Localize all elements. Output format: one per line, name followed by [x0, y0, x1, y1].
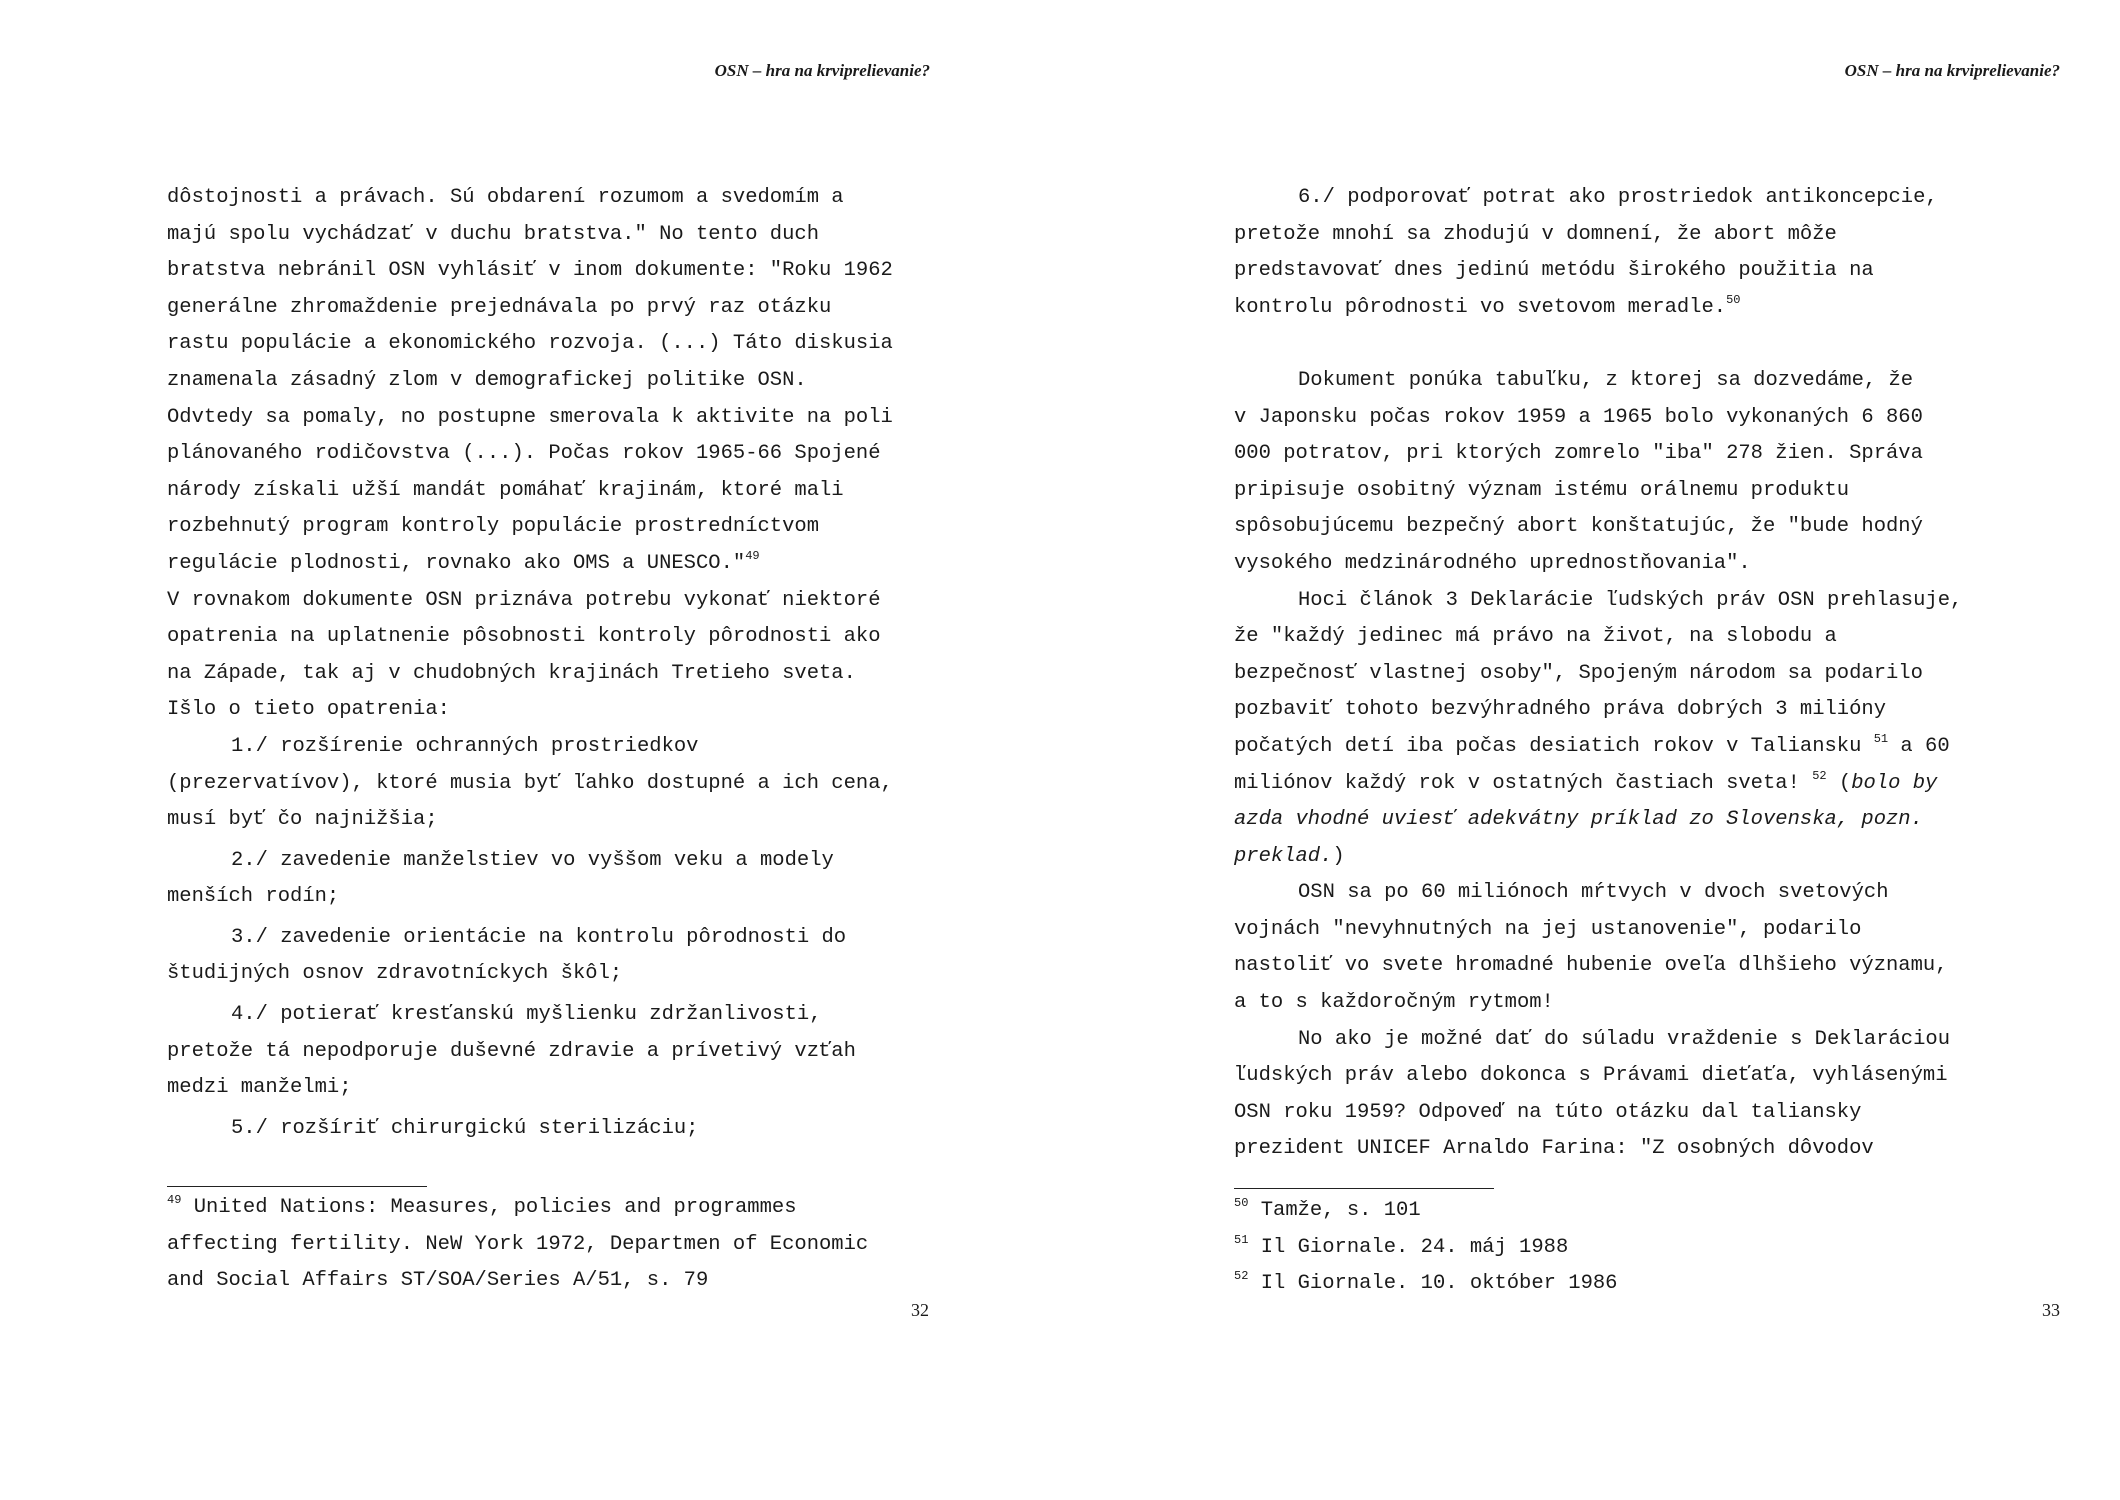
list-item-6: 6./ podporovať potrat ako prostriedok antikoncepcie,	[1298, 186, 1938, 209]
footnote-ref-51[interactable]: 51	[1873, 731, 1889, 746]
running-header: OSN – hra na krviprelievanie?	[714, 61, 930, 80]
footnote-number: 52	[1234, 1269, 1249, 1284]
paragraph-line: pripisuje osobitný význam istému orálnemu produktu	[1234, 478, 1850, 502]
footnote-ref-49[interactable]: 49	[745, 548, 760, 563]
list-item-6-cont	[1234, 290, 1962, 327]
running-header: OSN – hra na krviprelievanie?	[1844, 61, 2060, 80]
paragraph-line	[1234, 839, 1962, 876]
text-segment: miliónov každý rok v ostatných častiach sveta!	[1234, 771, 1813, 795]
footnote-50	[1234, 1193, 1617, 1230]
text-line: Odvtedy sa pomaly, no postupne smerovala k aktivite na poli	[167, 405, 893, 429]
text-line: Išlo o tieto opatrenia:	[167, 698, 450, 722]
footnote-text: Tamže, s. 101	[1260, 1199, 1421, 1222]
footnote-text: United Nations: Measures, policies and programmes	[193, 1196, 797, 1219]
text-line: generálne zhromaždenie prejednávala po prvý raz otázku	[167, 295, 832, 319]
footnote-51	[1234, 1230, 1617, 1267]
text-line: dôstojnosti a právach. Sú obdarení rozumom a svedomím a	[167, 186, 844, 209]
footnote-text: affecting fertility. NeW York 1972, Departmen of Economic	[167, 1232, 869, 1256]
paragraph-line: pozbaviť tohoto bezvýhradného práva dobrých 3 milióny	[1234, 698, 1887, 722]
paragraph-line: bezpečnosť vlastnej osoby", Spojeným národom sa podarilo	[1234, 661, 1923, 685]
paragraph-line: OSN sa po 60 miliónoch mŕtvych v dvoch svetových	[1298, 881, 1889, 905]
text-segment: počatých detí iba počas desiatich rokov v Taliansku	[1234, 734, 1874, 758]
footnote-text: and Social Affairs ST/SOA/Series A/51, s. 79	[167, 1269, 709, 1293]
list-item-6-cont: predstavovať dnes jedinú metódu širokého použitia na	[1234, 259, 1874, 283]
translator-note: azda vhodné uviesť adekvátny príklad zo Slovenska, pozn.	[1234, 808, 1923, 832]
footnote-number: 50	[1234, 1196, 1249, 1210]
footnote-divider	[167, 1186, 427, 1187]
text-segment: )	[1332, 844, 1345, 868]
paragraph-line: spôsobujúcemu bezpečný abort konštatujúc, že "bude hodný	[1234, 515, 1923, 539]
footnote-52	[1234, 1266, 1617, 1303]
text-segment: (	[1826, 771, 1852, 795]
footnotes	[1234, 1193, 1617, 1303]
list-item-3-cont: študijných osnov zdravotníckych škôl;	[167, 962, 623, 986]
footnote-number: 51	[1234, 1232, 1249, 1247]
text-line: plánovaného rodičovstva (...). Počas rokov 1965-66 Spojené	[167, 442, 881, 466]
paragraph-line: vysokého medzinárodného uprednostňovania".	[1234, 551, 1751, 575]
list-item-3: 3./ zavedenie orientácie na kontrolu pôrodnosti do	[231, 925, 847, 949]
paragraph-line: v Japonsku počas rokov 1959 a 1965 bolo vykonaných 6 860	[1234, 405, 1923, 429]
text-line: V rovnakom dokumente OSN priznáva potrebu vykonať niektoré	[167, 588, 881, 612]
paragraph-line: No ako je možné dať do súladu vraždenie s Deklaráciou	[1298, 1027, 1951, 1051]
paragraph-line: ľudských práv alebo dokonca s Právami dieťaťa, vyhlásenými	[1234, 1064, 1948, 1088]
page-number: 32	[911, 1300, 929, 1320]
footnote-49	[167, 1190, 868, 1227]
footnote-text: Il Giornale. 24. máj 1988	[1260, 1235, 1569, 1259]
translator-note: bolo by	[1851, 771, 1938, 795]
list-item-2-cont: menších rodín;	[167, 885, 340, 909]
list-item-2: 2./ zavedenie manželstiev vo vyššom veku a modely	[231, 848, 834, 872]
list-item-6-cont: pretože mnohí sa zhodujú v domnení, že abort môže	[1234, 222, 1837, 246]
text-line: rastu populácie a ekonomického rozvoja. (...) Táto diskusia	[167, 332, 893, 356]
text-segment: a 60	[1888, 734, 1950, 758]
paragraph-line: prezident UNICEF Arnaldo Farina: "Z osobných dôvodov	[1234, 1137, 1874, 1161]
footnotes	[167, 1190, 868, 1300]
paragraph-line: a to s každoročným rytmom!	[1234, 991, 1554, 1015]
text-line: bratstva nebránil OSN vyhlásiť v inom dokumente: "Roku 1962	[167, 259, 893, 283]
paragraph-line	[1234, 729, 1962, 766]
text-line	[167, 546, 893, 583]
translator-note: preklad.	[1234, 844, 1333, 868]
paragraph-line: vojnách "nevyhnutných na jej ustanovenie", podarilo	[1234, 917, 1862, 941]
footnote-ref-50[interactable]: 50	[1726, 292, 1741, 307]
paragraph-line: 000 potratov, pri ktorých zomrelo "iba" 278 žien. Správa	[1234, 442, 1923, 466]
text-line: národy získali užší mandát pomáhať krajinám, ktoré mali	[167, 478, 844, 502]
list-item-1-cont: musí byť čo najnižšia;	[167, 808, 438, 832]
paragraph-line: že "každý jedinec má právo na život, na slobodu a	[1234, 625, 1837, 649]
list-item-4-cont: pretože tá nepodporuje duševné zdravie a prívetivý vzťah	[167, 1039, 856, 1063]
text-line: opatrenia na uplatnenie pôsobnosti kontroly pôrodnosti ako	[167, 625, 881, 649]
text-line: majú spolu vychádzať v duchu bratstva." No tento duch	[167, 222, 820, 246]
paragraph-line: Dokument ponúka tabuľku, z ktorej sa dozvedáme, že	[1298, 368, 1914, 392]
text-segment: kontrolu pôrodnosti vo svetovom meradle.	[1234, 295, 1727, 319]
list-item-4-cont: medzi manželmi;	[167, 1076, 352, 1100]
list-item-4: 4./ potierať kresťanskú myšlienku zdržanlivosti,	[231, 1003, 822, 1027]
right-page	[1060, 0, 2120, 1500]
text-segment: regulácie plodnosti, rovnako ako OMS a UNESCO."	[167, 551, 746, 575]
text-line: znamenala zásadný zlom v demografickej politike OSN.	[167, 368, 807, 392]
paragraph-line: OSN roku 1959? Odpoveď na túto otázku dal taliansky	[1234, 1100, 1862, 1124]
paragraph-line: Hoci článok 3 Deklarácie ľudských práv OSN prehlasuje,	[1298, 588, 1963, 612]
text-line: na Západe, tak aj v chudobných krajinách Tretieho sveta.	[167, 661, 856, 685]
paragraph-line: nastoliť vo svete hromadné hubenie oveľa dlhšieho významu,	[1234, 954, 1948, 978]
paragraph-line	[1234, 802, 1962, 839]
list-item-1-cont: (prezervatívov), ktoré musia byť ľahko dostupné a ich cena,	[167, 771, 893, 795]
body-text	[167, 180, 893, 1147]
list-item-1: 1./ rozšírenie ochranných prostriedkov	[231, 734, 699, 758]
footnote-number: 49	[167, 1193, 182, 1207]
footnote-text: Il Giornale. 10. október 1986	[1260, 1272, 1618, 1296]
footnote-divider	[1234, 1188, 1494, 1189]
page-number: 33	[2042, 1300, 2060, 1320]
paragraph-line	[1234, 766, 1962, 803]
list-item-5: 5./ rozšíriť chirurgickú sterilizáciu;	[231, 1116, 699, 1140]
body-text	[1234, 180, 1962, 1168]
text-line: rozbehnutý program kontroly populácie prostredníctvom	[167, 515, 820, 539]
footnote-ref-52[interactable]: 52	[1812, 768, 1827, 783]
